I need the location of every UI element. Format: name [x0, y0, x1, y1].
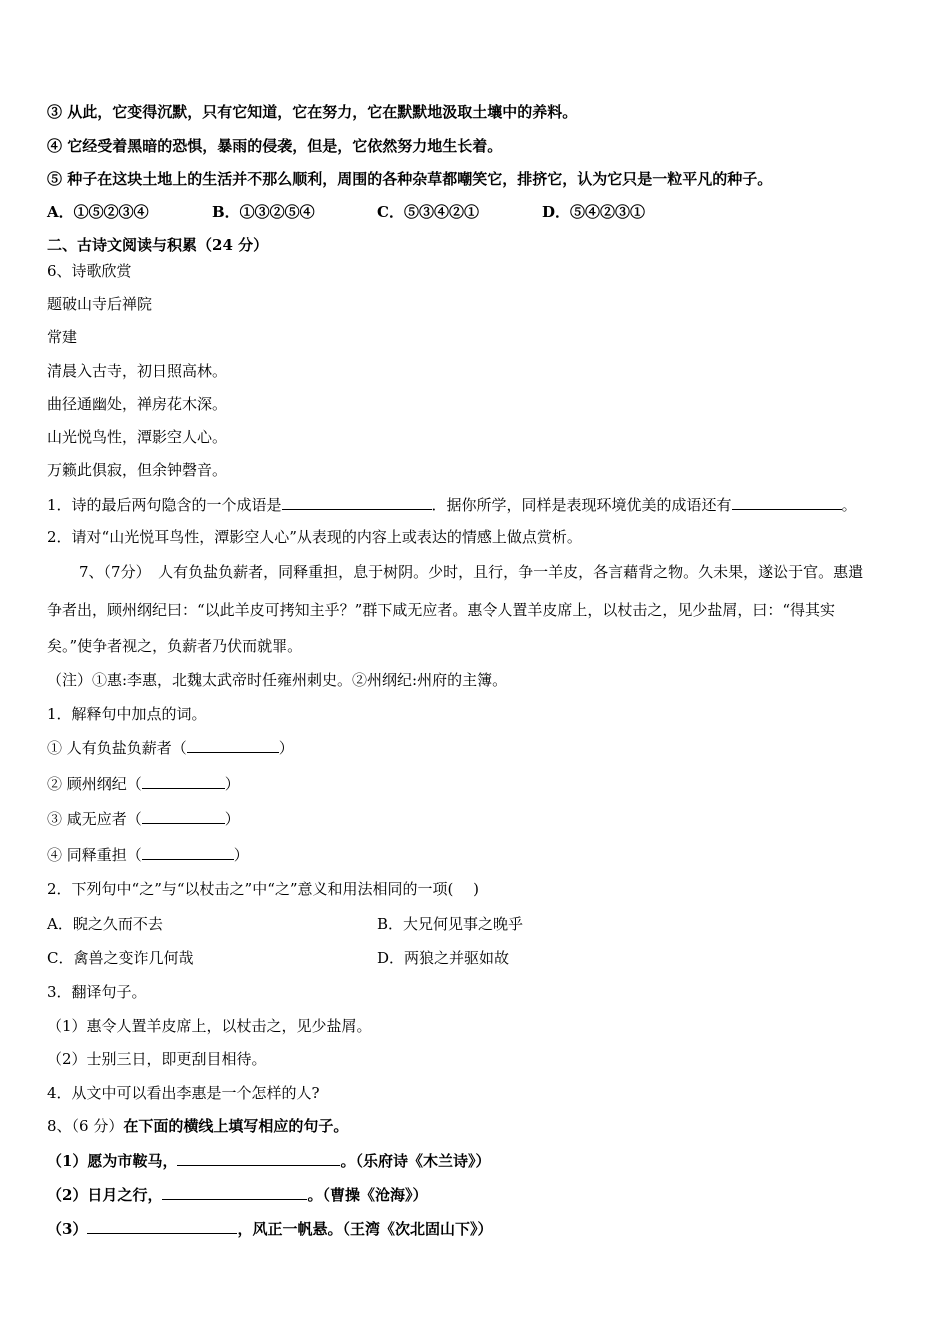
q7-sub-2: 2．下列句中“之”与“以杖击之”中“之”意义和用法相同的一项( )	[47, 880, 480, 898]
q5-option-c: C．⑤③④②①	[377, 203, 479, 221]
poem-author: 常建	[47, 328, 78, 346]
q7-option-d: D．两狼之并驱如故	[377, 949, 510, 967]
q5-option-a: A．①⑤②③④	[47, 203, 149, 221]
poem-line: 山光悦鸟性，潭影空人心。	[47, 428, 228, 446]
q5-option-b: B．①③②⑤④	[212, 203, 315, 221]
q7-word-3: ③ 咸无应者（ ）	[47, 810, 240, 828]
q7-word-1: ① 人有负盐负薪者（ ）	[47, 739, 294, 757]
poem-line: 清晨入古寺，初日照高林。	[47, 362, 228, 380]
q5-option-d: D．⑤④②③①	[542, 203, 646, 221]
poem-line: 曲径通幽处，禅房花木深。	[47, 395, 228, 413]
q5-item-4: ④ 它经受着黑暗的恐惧，暴雨的侵袭，但是，它依然努力地生长着。	[47, 137, 503, 155]
answer-blank[interactable]	[142, 808, 225, 824]
q7-sub-1: 1．解释句中加点的词。	[47, 705, 207, 723]
q6-question-2: 2．请对“山光悦耳鸟性，潭影空人心”从表现的内容上或表达的情感上做点赏析。	[47, 528, 582, 546]
q8-line-2: （2）日月之行， 。（曹操《沧海》）	[47, 1186, 428, 1204]
q7-passage: 7、（7分） 人有负盐负薪者，同释重担，息于树阴。少时，且行，争一羊皮，各言藉背之物。久未果，遂讼于官。惠遣	[79, 563, 864, 581]
q6-heading: 6、诗歌欣赏	[47, 262, 132, 280]
q7-sub-4: 4．从文中可以看出李惠是一个怎样的人?	[47, 1084, 320, 1102]
answer-blank[interactable]	[142, 844, 234, 860]
q7-translate-1: （1）惠令人置羊皮席上，以杖击之，见少盐屑。	[47, 1017, 372, 1035]
q7-sub-3: 3．翻译句子。	[47, 983, 147, 1001]
q7-word-4: ④ 同释重担（ ）	[47, 846, 249, 864]
q7-option-b: B．大兄何见事之晚乎	[377, 915, 524, 933]
q5-item-3: ③ 从此，它变得沉默，只有它知道，它在努力，它在默默地汲取土壤中的养料。	[47, 103, 578, 121]
answer-blank[interactable]	[177, 1150, 340, 1166]
q5-item-5: ⑤ 种子在这块土地上的生活并不那么顺利，周围的各种杂草都嘲笑它，排挤它，认为它只是一粒平凡的种子。	[47, 170, 773, 188]
q8-line-1: （1）愿为市鞍马， 。（乐府诗《木兰诗》）	[47, 1152, 491, 1170]
q7-word-2: ② 顾州纲纪（ ）	[47, 775, 240, 793]
answer-blank[interactable]	[187, 737, 279, 753]
answer-blank[interactable]	[162, 1184, 307, 1200]
q7-option-c: C．禽兽之变诈几何哉	[47, 949, 194, 967]
q7-note: （注）①惠:李惠，北魏太武帝时任雍州刺史。②州纲纪:州府的主簿。	[47, 671, 508, 689]
q6-question-1: 1．诗的最后两句隐含的一个成语是 ．据你所学，同样是表现环境优美的成语还有 。	[47, 496, 857, 514]
q7-passage: 争者出，顾州纲纪曰：“以此羊皮可拷知主乎？”群下咸无应者。惠令人置羊皮席上，以杖击之，见少盐屑，曰：“得其实	[47, 601, 836, 619]
answer-blank[interactable]	[282, 494, 432, 510]
answer-blank[interactable]	[87, 1218, 237, 1234]
answer-blank[interactable]	[732, 494, 842, 510]
section-title: 二、古诗文阅读与积累（24 分）	[47, 236, 269, 254]
q7-passage: 矣。”使争者视之，负薪者乃伏而就罪。	[47, 637, 303, 655]
answer-blank[interactable]	[142, 773, 225, 789]
q8-heading: 8、（6 分）在下面的横线上填写相应的句子。	[47, 1117, 349, 1135]
q7-option-a: A．睨之久而不去	[47, 915, 163, 933]
q8-line-3: （3） ，风正一帆悬。（王湾《次北固山下》）	[47, 1220, 493, 1238]
poem-line: 万籁此俱寂，但余钟磬音。	[47, 461, 228, 479]
q7-translate-2: （2）士别三日，即更刮目相待。	[47, 1050, 267, 1068]
poem-title: 题破山寺后禅院	[47, 295, 153, 313]
